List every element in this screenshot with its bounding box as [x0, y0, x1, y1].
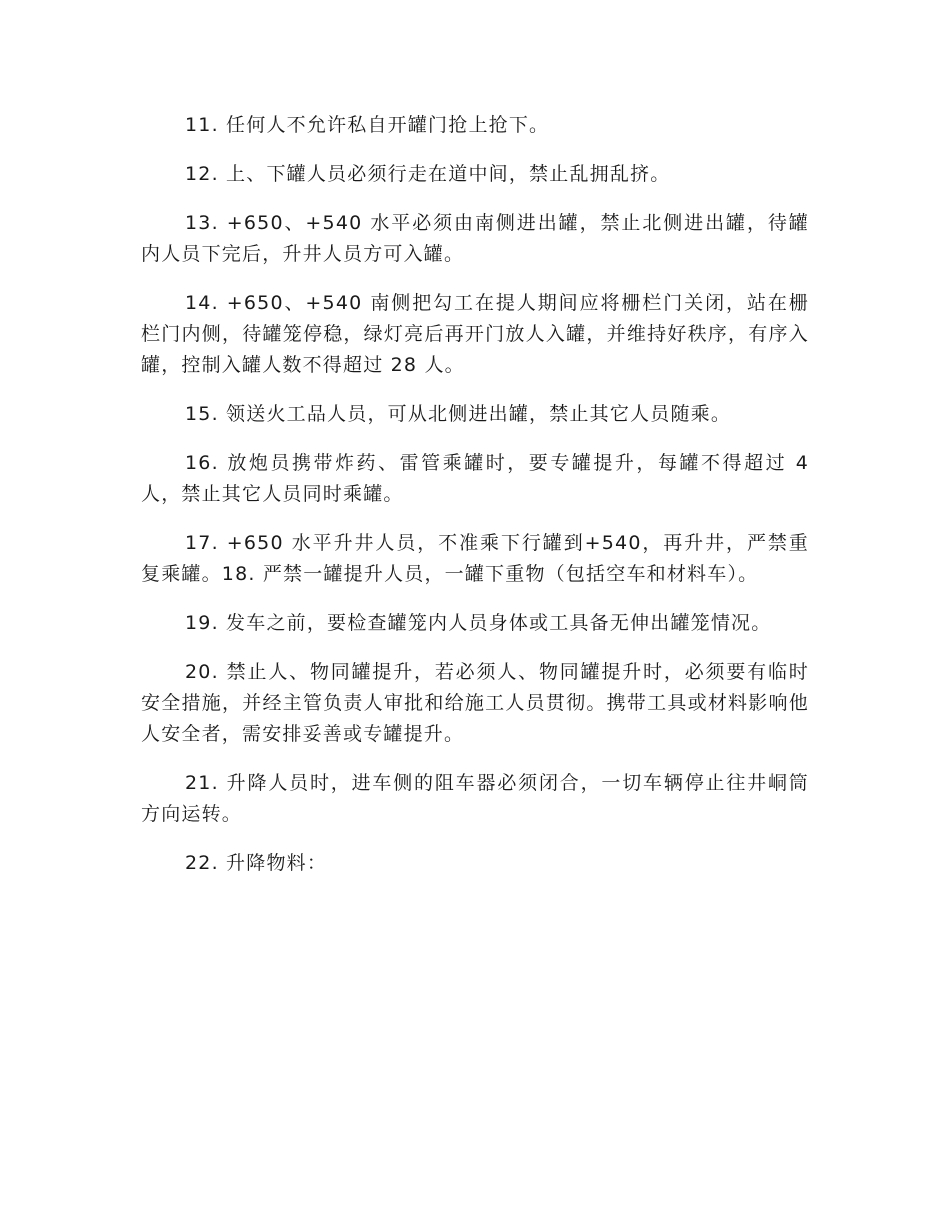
rule-paragraph-16: 16. 放炮员携带炸药、雷管乘罐时，要专罐提升，每罐不得超过 4 人，禁止其它人员同时乘罐。 [141, 452, 809, 505]
rule-paragraph-11: 11. 任何人不允许私自开罐门抢上抢下。 [185, 114, 550, 136]
rule-paragraph-14: 14. +650、+540 南侧把勾工在提人期间应将栅栏门关闭，站在栅栏门内侧，待罐笼停稳，绿灯亮后再开门放人入罐，并维持好秩序，有序入罐，控制入罐人数不得超过 28 人。 [141, 292, 809, 376]
document-body [141, 110, 809, 897]
rule-paragraph-20: 20. 禁止人、物同罐提升，若必须人、物同罐提升时，必须要有临时安全措施，并经主管负责人审批和给施工人员贯彻。携带工具或材料影响他人安全者，需安排妥善或专罐提升。 [141, 661, 809, 745]
rule-paragraph-19: 19. 发车之前，要检查罐笼内人员身体或工具备无伸出罐笼情况。 [185, 612, 772, 634]
rule-paragraph-15: 15. 领送火工品人员，可从北侧进出罐，禁止其它人员随乘。 [185, 403, 732, 425]
rule-paragraph-12: 12. 上、下罐人员必须行走在道中间，禁止乱拥乱挤。 [185, 163, 671, 185]
rule-paragraph-21: 21. 升降人员时，进车侧的阻车器必须闭合，一切车辆停止往井峒筒方向运转。 [141, 772, 809, 825]
rule-paragraph-22: 22. 升降物料： [185, 852, 328, 874]
rule-paragraph-13: 13. +650、+540 水平必须由南侧进出罐，禁止北侧进出罐，待罐内人员下完后，升井人员方可入罐。 [141, 212, 809, 265]
rule-paragraph-17-18: 17. +650 水平升井人员，不准乘下行罐到+540，再升井，严禁重复乘罐。18. 严禁一罐提升人员，一罐下重物（包括空车和材料车）。 [141, 532, 809, 585]
